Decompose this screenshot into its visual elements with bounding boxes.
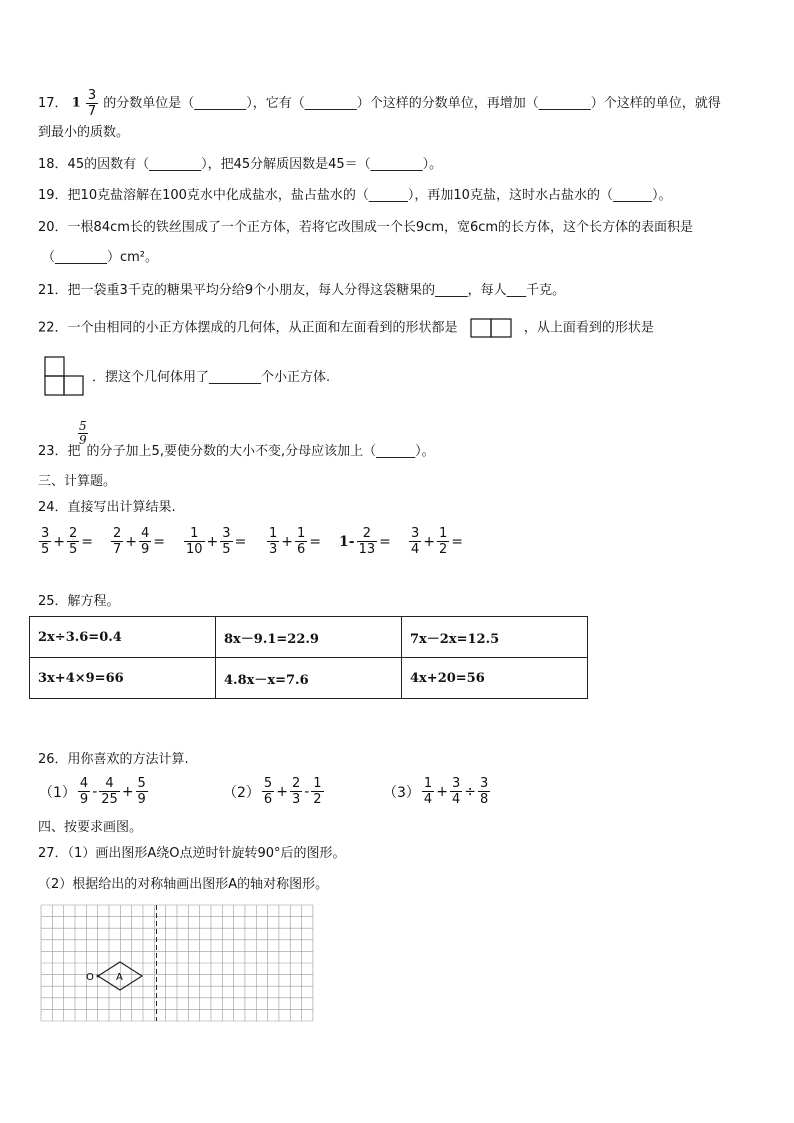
q22-text2: ，从上面看到的形状是 — [523, 320, 654, 336]
equations-table — [29, 616, 588, 699]
q20-line1: 20．一根84cm长的铁丝围成了一个正方体，若将它改围成一个长9cm，宽6cm的长方体，这个长方体的表面积是 — [38, 220, 694, 235]
q26-part-1: （1） $\frac{4}{9}$ - $\frac{4}{25}$ + $\frac{5}{9}$ — [39, 776, 146, 807]
q24-item-3: $\frac{1}{10}$ + $\frac{3}{5}$ = — [186, 526, 247, 557]
q26-part-3: （3） $\frac{1}{4}$ + $\frac{3}{4}$ ÷ $\frac{3}{8}$ — [383, 776, 489, 807]
front-view-figure — [470, 317, 514, 339]
equation-cell: 8x－9.1=22.9 — [216, 617, 402, 658]
q22-text1: 22．一个由相同的小正方体摆成的几何体，从正面和左面看到的形状都是 — [38, 320, 458, 336]
q20-line2: （________）cm²。 — [42, 250, 159, 265]
q24-item-4: $\frac{1}{3}$ + $\frac{1}{6}$ = — [269, 526, 322, 557]
point-o — [97, 975, 100, 978]
q24-title: 24．直接写出计算结果. — [38, 500, 176, 515]
q26-title: 26．用你喜欢的方法计算. — [38, 752, 189, 767]
equation-cell: 3x+4×9=66 — [30, 658, 216, 699]
label-a: A — [116, 972, 123, 983]
q23-fraction: 5 9 — [79, 419, 87, 447]
q25-title: 25．解方程。 — [38, 594, 120, 609]
q17-line1 — [38, 88, 721, 119]
q24-item-1: $\frac{3}{5}$ + $\frac{2}{5}$ = — [41, 526, 94, 557]
q27-line1: 27．（1）画出图形A绕O点逆时针旋转90°后的图形。 — [38, 846, 346, 861]
q19: 19．把10克盐溶解在100克水中化成盐水，盐占盐水的（______），再加10克盐，这时水占盐水的（______）。 — [38, 188, 672, 203]
section-4-heading: 四、按要求画图。 — [38, 820, 143, 835]
equation-cell: 4.8x－x=7.6 — [216, 658, 402, 699]
q21: 21．把一袋重3千克的糖果平均分给9个小朋友，每人分得这袋糖果的_____，每人___千克。 — [38, 283, 566, 298]
label-o: O — [86, 972, 94, 983]
q22-line2: ．摆这个几何体用了________个小正方体. — [92, 370, 331, 385]
q17-mixed-number: 1 $\frac{3}{7}$ — [71, 88, 97, 119]
q17-text: 的分数单位是（________），它有（________）个这样的分数单位，再增加（________）个这样的单位，就得 — [103, 96, 721, 111]
drawing-grid — [40, 904, 314, 1022]
q26-part-2: （2） $\frac{5}{6}$ + $\frac{2}{3}$ - $\frac{1}{2}$ — [223, 776, 322, 807]
equation-cell: 2x÷3.6=0.4 — [30, 617, 216, 658]
table-row — [30, 617, 588, 658]
q24-item-5: 1- $\frac{2}{13}$ = — [339, 526, 391, 557]
equation-cell: 4x+20=56 — [402, 658, 588, 699]
section-3-heading: 三、计算题。 — [38, 474, 117, 489]
q24-item-6: $\frac{3}{4}$ + $\frac{1}{2}$ = — [411, 526, 464, 557]
table-row — [30, 658, 588, 699]
q23 — [38, 444, 435, 460]
q22-line1 — [38, 317, 654, 339]
q23-text: 的分子加上5,要使分数的大小不变,分母应该加上（______）。 — [86, 444, 435, 459]
q23-prefix: 23．把 — [38, 444, 81, 459]
q27-line2: （2）根据给出的对称轴画出图形A的轴对称图形。 — [38, 877, 329, 892]
q18: 18．45的因数有（________），把45分解质因数是45＝（________）。 — [38, 157, 443, 172]
q17-fraction: $\frac{3}{7}$ — [87, 88, 97, 119]
q17-number: 17． — [38, 96, 68, 111]
grid-lines — [41, 905, 313, 1021]
equation-cell: 7x－2x=12.5 — [402, 617, 588, 658]
q24-item-2: $\frac{2}{7}$ + $\frac{4}{9}$ = — [113, 526, 166, 557]
top-view-figure — [44, 356, 86, 398]
q17-line2: 到最小的质数。 — [38, 125, 130, 140]
